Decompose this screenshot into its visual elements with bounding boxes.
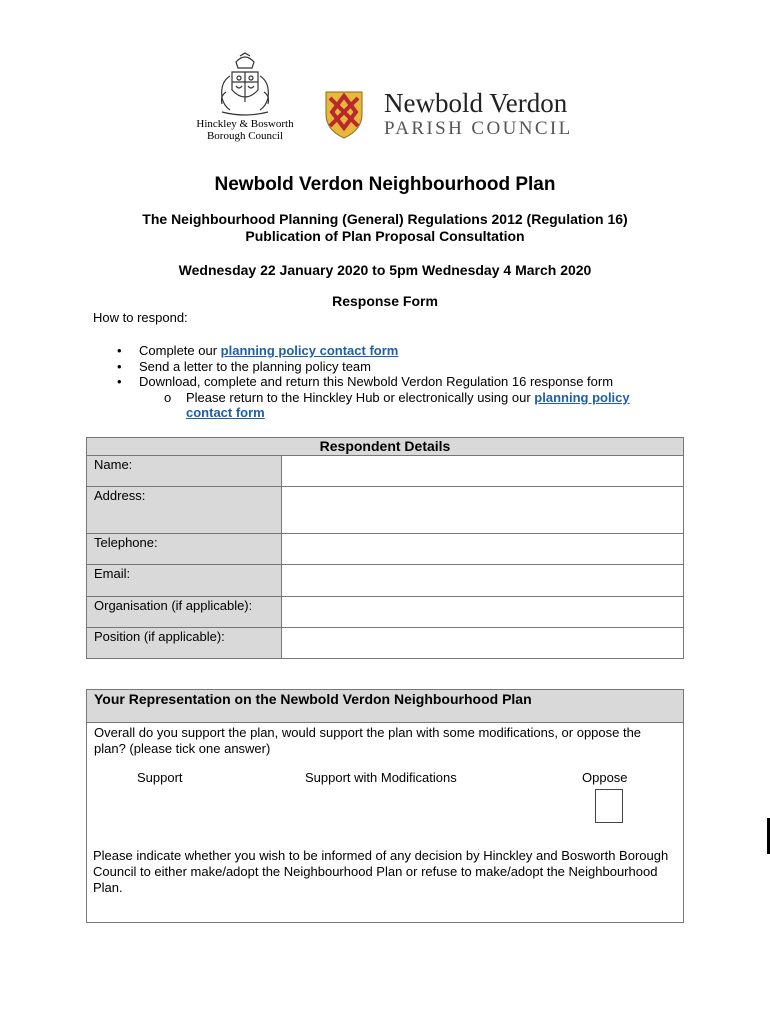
contact-form-link-2-cont[interactable]: contact form <box>186 405 265 420</box>
document-title: Newbold Verdon Neighbourhood Plan <box>214 174 556 195</box>
telephone-label: Telephone: <box>87 534 282 565</box>
form-title: Response Form <box>332 293 438 309</box>
address-label: Address: <box>87 487 282 534</box>
position-label: Position (if applicable): <box>87 628 282 659</box>
contact-form-link-2[interactable]: planning policy <box>534 390 630 405</box>
hbbc-name-line2: Borough Council <box>206 130 284 142</box>
sub-bullet-text: Please return to the Hinckley Hub or electronically using our <box>186 390 535 405</box>
respondent-details-header: Respondent Details <box>87 438 684 456</box>
position-field[interactable] <box>282 628 684 659</box>
representation-header: Your Representation on the Newbold Verdon Neighbourhood Plan <box>87 690 684 723</box>
organisation-label: Organisation (if applicable): <box>87 597 282 628</box>
name-field[interactable] <box>282 456 684 487</box>
oppose-checkbox[interactable] <box>595 789 623 823</box>
shield-icon <box>324 90 364 140</box>
parish-name: Newbold Verdon <box>384 88 568 118</box>
option-support: Support <box>137 770 183 785</box>
list-item: • Complete our planning policy contact form <box>117 343 399 358</box>
inform-decision-text: Please indicate whether you wish to be informed of any decision by Hinckley and Bosworth Borough Council to either make/adopt the Neighbourhood Plan or refuse to make/adopt the Neighbourhood Plan. <box>93 848 669 895</box>
telephone-field[interactable] <box>282 534 684 565</box>
hbbc-logo <box>186 52 304 142</box>
contact-form-link[interactable]: planning policy contact form <box>220 343 399 358</box>
list-item: • Download, complete and return this Newbold Verdon Regulation 16 response form <box>117 374 614 389</box>
hbbc-name-line1: Hinckley & Bosworth <box>196 118 294 130</box>
option-support-with-modifications: Support with Modifications <box>305 770 457 785</box>
bullet-prefix: Complete our <box>139 343 221 358</box>
consultation-dates: Wednesday 22 January 2020 to 5pm Wednesday 4 March 2020 <box>178 262 592 278</box>
bullet-text: Send a letter to the planning policy team <box>139 359 371 374</box>
parish-subtitle: PARISH COUNCIL <box>384 118 573 139</box>
option-oppose: Oppose <box>582 770 628 785</box>
publication-line: Publication of Plan Proposal Consultation <box>245 228 525 244</box>
list-item: • Send a letter to the planning policy team <box>117 359 371 374</box>
sub-list-item-continued <box>186 405 265 420</box>
email-field[interactable] <box>282 565 684 597</box>
how-to-respond-label: How to respond: <box>93 310 188 325</box>
coat-of-arms-icon <box>212 52 278 118</box>
email-label: Email: <box>87 565 282 597</box>
respondent-details-table <box>86 437 684 659</box>
regulation-line: The Neighbourhood Planning (General) Regulations 2012 (Regulation 16) <box>142 211 628 227</box>
support-question: Overall do you support the plan, would support the plan with some modifications, or oppose the plan? (please tick one answer) <box>94 725 642 756</box>
sub-list-item <box>164 390 630 405</box>
bullet-text: Download, complete and return this Newbold Verdon Regulation 16 response form <box>139 374 614 389</box>
sub-bullet-marker: o <box>164 390 172 405</box>
name-label: Name: <box>87 456 282 487</box>
organisation-field[interactable] <box>282 597 684 628</box>
address-field[interactable] <box>282 487 684 534</box>
